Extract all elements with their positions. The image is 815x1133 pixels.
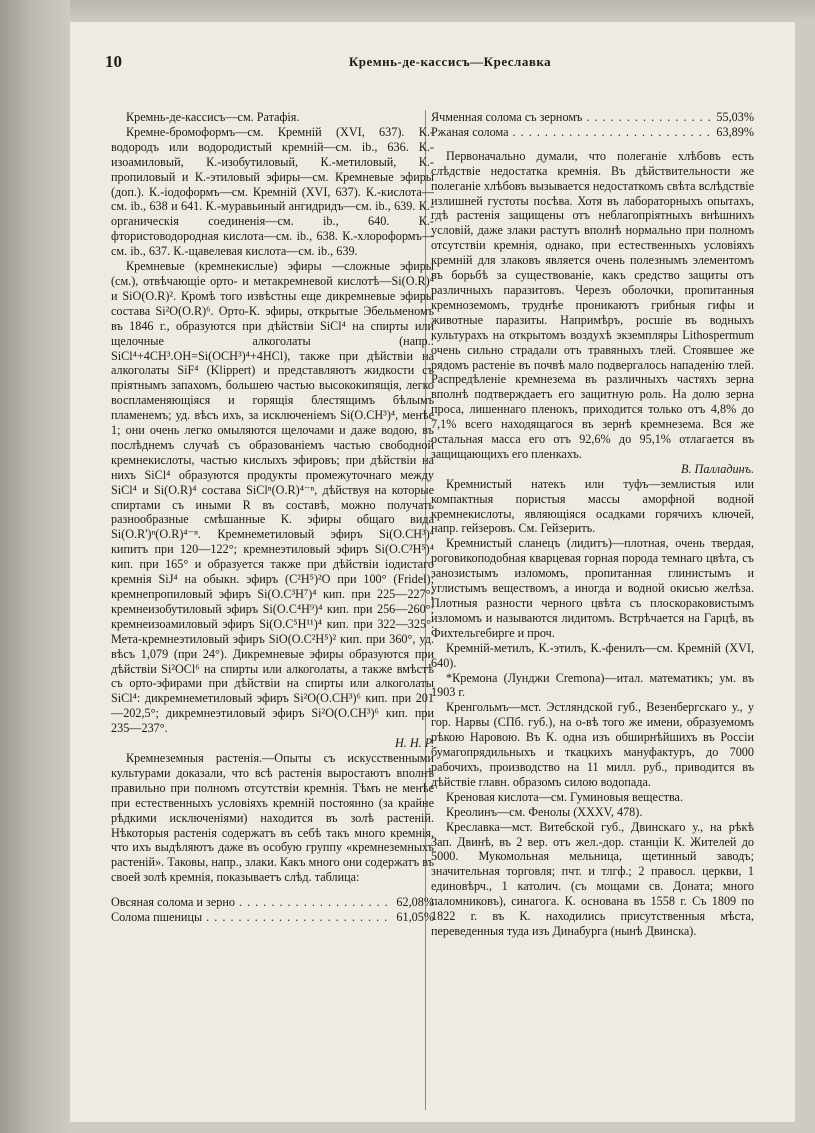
entry-kreslavka: Креславка—мст. Витебской губ., Двинскаго у., на рѣкѣ Зап. Двинѣ, въ 2 вер. отъ жел.-дор. станціи К. Жителей до 5000. Мукомольная мельница, щетинный заводъ; значительная торговля; пчт. и тлгф.; 2 правосл. церкви, 1 единовѣрч., 1 католич. (съ мощами св. Доната; много паломниковъ), синагога. К. основана въ 1558 г. Съ 1809 по 1822 г. въ К. находились присутственныя мѣста, переведенныя туда изъ Динабурга (нынѣ Двинска).	[431, 819, 754, 938]
entry-kremne-bromoform: Кремне-бромоформъ—см. Кремній (XVI, 637). К.-водородъ или водородистый кремній—см. ib., 636. К.-изоамиловый, К.-изобутиловый, К.-метиловый, К.-пропиловый и К.-этиловый эфиры—см. Кремневые эфиры (доп.). К.-іодоформъ—см. Кремній (XVI, 637). К.-кислота—см. ib., 638 и 641. К.-муравьиный ангидридъ—см. ib., 639. К.-органическія соединенія—см. ib., 640. К.-фтористоводородная кислота—см. ib., 638. К.-хлороформъ—см. ib., 637. К.-щавелевая кислота—см. ib., 639.	[111, 124, 434, 259]
author-signature: В. Палладинъ.	[681, 461, 754, 476]
paragraph-polegание: Первоначально думали, что полеганіе хлѣбовъ есть слѣдствіе недостатка кремнія. Въ дѣйствительности же полеганіе хлѣбовъ вызывается недостаткомъ свѣта вслѣдствіе излишней густоты посѣва. Хотя въ лабораторныхъ опытахъ, гдѣ растенія защищены отъ неблагопріятныхъ внѣшнихъ условій, даже злаки растутъ вполнѣ нормально при полномъ отсутствіи кремнія, однако, при естественныхъ условіяхъ кремній для злаковъ является очень полезнымъ элементомъ въ борьбѣ за существованіе, какъ средство защиты отъ различныхъ паразитовъ. Черезъ оболочки, пропитанныя кремноземомъ, труднѣе проникаютъ грибныя гифы и животные паразиты. Напримѣръ, росшіе въ водныхъ культурахъ на открытомъ воздухѣ экземпляры Lithospermum очень сильно страдали отъ травяныхъ тлей. Стоявшее же рядомъ растеніе въ почвѣ мало подвергалось нападенію тлей. Распредѣленіе кремнезема въ различныхъ частяхъ зерна вполнѣ подтверждаетъ его защитную роль. На долю зерна проса, лишеннаго пленокъ, приходится только отъ 4,8% до 7,1% всего находящагося въ зернѣ кремнезема. Вся же остальная масса его отъ 92,6% до 95,1% отлагается въ защищающихъ его пленкахъ.	[431, 148, 754, 461]
page-shadow-top	[70, 0, 815, 22]
table-row-value: 62,08%	[396, 895, 434, 910]
entry-krengolm: Кренгольмъ—мст. Эстляндской губ., Везенбергскаго у., у гор. Нарвы (СПб. губ.), на о-вѣ того же имени, образуемомъ рѣкою Наровою. Въ К. одна изъ обширнѣйшихъ въ Россіи бумагопрядильныхъ и ткацкихъ мануфактуръ, до 7000 рабочихъ, производство на 11 милл. руб., приводится въ дѣйствіе главн. образомъ силою водопада.	[431, 700, 754, 789]
page-number: 10	[105, 52, 122, 71]
entry-kremnevye-efiry: Кремневые (кремнекислые) эфиры —сложные эфиры (см.), отвѣчающіе орто- и метакремневой кислотѣ—Si(O.R)⁴ и SiO(O.R)². Кромѣ того извѣстны еще дикремневые эфиры состава Si²O(O.R)⁶. Орто-К. эфиры, открытые Эбельменомъ въ 1846 г., образуются при дѣйствіи SiCl⁴ на спирты или щелочные алкоголаты (напр.: SiCl⁴+4CH³.OH=Si(OCH³)⁴+4HCl), также при дѣйствіи на алкоголаты SiF⁴ (Klippert) и представляютъ жидкости съ пріятнымъ запахомъ, большею частью высококипящія, легко воспламеняющіяся и горящія блестящимъ бѣлымъ пламенемъ; уд. вѣсъ ихъ, за исключеніемъ Si(O.CH³)⁴, менѣе 1; они очень легко омыляются щелочами и даже водою, въ послѣднемъ случаѣ съ образованіемъ частью свободной кремнекислоты, частью кислыхъ эфировъ; при дѣйствіи на нихъ SiCl⁴ образуются продукты промежуточнаго между SiCl⁴ и Si(O.R)⁴ состава SiClⁿ(O.R)⁴⁻ⁿ, дѣйствуя на которые спиртами съ иными R въ составѣ, можно получать разнообразные смѣшанные К. эфиры общаго вида Si(O.R')ⁿ(O.R)⁴⁻ⁿ. Кремнеметиловый эфиръ Si(O.CH³)⁴ кипитъ при 120—122°; кремнеэтиловый эфиръ Si(O.C²H⁵)⁴ кип. при 165° и образуется также при дѣйствіи іодистаго кремнія SiJ⁴ на обыкн. эфиръ (C²H⁵)²O при 100° (Fridel); кремнепропиловый эфиръ Si(O.C³H⁷)⁴ кип. при 225—227°; кремнеизобутиловый эфиръ Si(O.C⁴H⁹)⁴ кип. при 256—260°; кремнеизоамиловый эфиръ Si(O.C⁵H¹¹)⁴ кип. при 322—325°. Мета-кремнеэтиловый эфиръ SiO(O.C²H⁵)² кип. при 360°, уд. вѣсъ 1,079 (при 24°). Дикремневые эфиры образуются при дѣйствіи Si²OCl⁶ на спирты или алкоголаты, а также вмѣстѣ съ орто-эфирами при дѣйствіи на спирты или алкоголаты SiCl⁴: дикремнеметиловый эфиръ Si²O(O.CH³)⁶ кип. при 201—202,5°; дикремнеэтиловый эфиръ Si²O(O.CH³)⁶ кип. при 235—237°.	[111, 259, 434, 736]
entry-kremona: *Кремона (Лунджи Cremona)—итал. математикъ; ум. въ 1903 г.	[431, 670, 754, 700]
table-row	[431, 110, 754, 125]
table-spacer	[111, 885, 434, 895]
leader-dots	[206, 910, 392, 925]
leader-dots	[239, 895, 392, 910]
right-column	[431, 110, 754, 939]
table-row-name: Овсяная солома и зерно	[111, 895, 235, 910]
leader-dots	[513, 125, 713, 140]
table-row-value: 61,05%	[396, 910, 434, 925]
entry-kreolin: Креолинъ—см. Фенолы (XXXV, 478).	[446, 804, 643, 819]
entry-kremnistyi-slanets: Кремнистый сланецъ (лидитъ)—плотная, очень твердая, роговикоподобная кварцевая горная порода темнаго цвѣта, съ занозистымъ изломомъ, пропитанная глинистымъ и углистымъ веществомъ, а иногда и водной окисью желѣза. Плотныя разности черного цвѣта съ плоскораковистымъ изломомъ и называются лидитомъ. Встрѣчается на Гарцѣ, въ Фихтельгебирге и проч.	[431, 536, 754, 640]
running-head: Кремнь-де-кассисъ—Креславка	[348, 54, 552, 69]
entry-kremnistyi-natek: Кремнистый натекъ или туфъ—землистыя или компактныя пористыя массы аморфной водной кремнекислоты, являющіяся осадками горячихъ ключей, напр. гейзеровъ. См. Гейзерить.	[431, 476, 754, 536]
book-page	[70, 22, 795, 1122]
table-row	[431, 125, 754, 140]
entry-krenovaya-kislota: Креновая кислота—см. Гуминовыя вещества.	[446, 789, 683, 804]
leader-dots	[586, 110, 712, 125]
entry-kremn-de-kassis: Кремнь-де-кассисъ—см. Ратафія.	[126, 110, 300, 124]
table-row-name: Ржаная солома	[431, 124, 509, 139]
table-row-name: Солома пшеницы	[111, 910, 203, 925]
page-shadow-left	[0, 0, 70, 1133]
table-row-value: 55,03%	[716, 110, 754, 124]
author-signature: Н. Н. Р.	[394, 736, 434, 751]
left-column	[111, 110, 434, 925]
table-row-name: Ячменная солома съ зерномъ	[431, 110, 583, 124]
table-row	[111, 895, 434, 910]
entry-kremnii-metil: Кремній-метилъ, К.-этилъ, К.-фенилъ—см. Кремній (XVI, 640).	[431, 640, 754, 670]
page-header	[105, 52, 795, 76]
table-row	[111, 910, 434, 925]
entry-kremnezemnye-rasteniya: Кремнеземныя растенія.—Опыты съ искусственными культурами доказали, что всѣ растенія выростаютъ вполнѣ правильно при полномъ отсутствіи кремнія. Тѣмъ не менѣе при естественныхъ условіяхъ кремній постоянно (за крайне рѣдкими исключеніями) находится въ золѣ растеній. Нѣкоторыя растенія содержатъ въ себѣ такъ много кремнія, что ихъ выдѣляютъ даже въ особую группу «кремнеземныхъ растеній». Таковы, напр., злаки. Какъ много они содержатъ въ своей золѣ кремнія, показываетъ слѣд. таблица:	[111, 750, 434, 885]
table-row-value: 63,89%	[716, 124, 754, 139]
